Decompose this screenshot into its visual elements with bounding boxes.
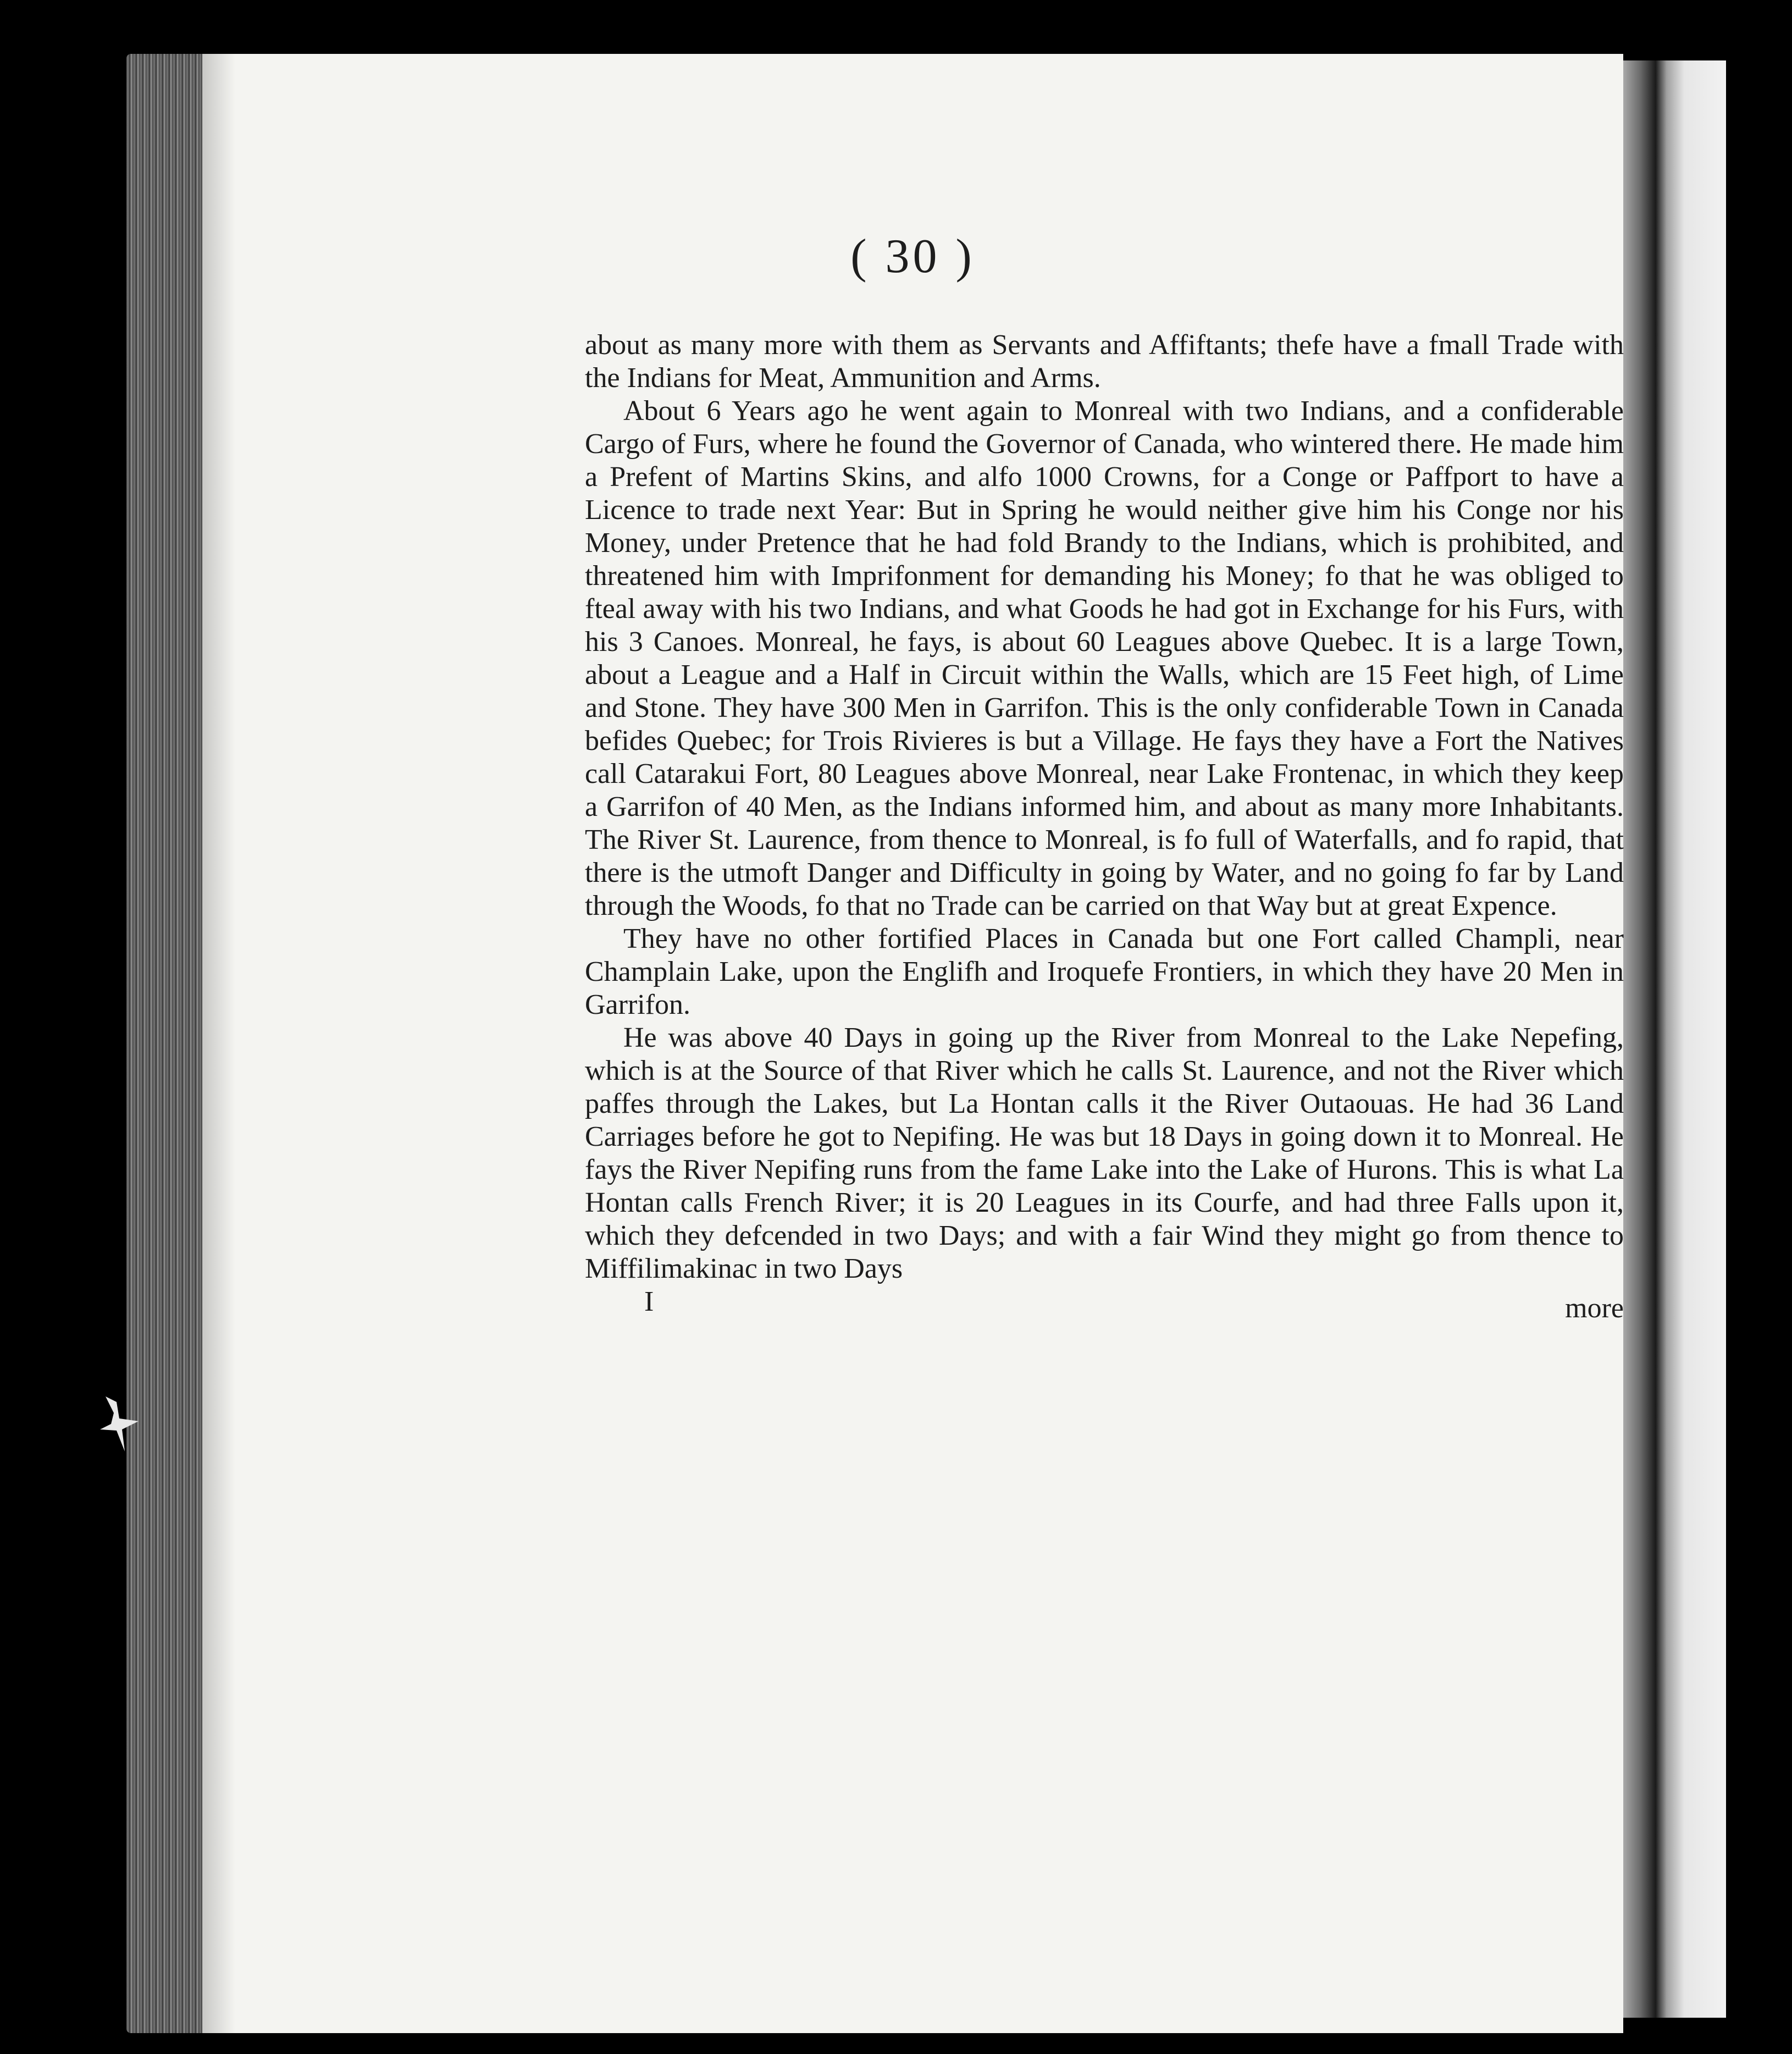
page-number: ( 30 ): [850, 230, 975, 283]
speck: [104, 378, 110, 384]
book-page-edges: [126, 54, 209, 2033]
paragraph-3: They have no other fortified Places in Canada but one Fort called Champli, near Champlain Lake, upon the Englifh and Iroquefe Frontiers, in which they have 20 Men in Garrifon.: [585, 923, 1624, 1020]
margin-mark-icon: [95, 1391, 144, 1457]
catchword: more: [1565, 1293, 1624, 1324]
body-text: [585, 329, 1624, 1325]
signature-mark: I: [644, 1286, 654, 1317]
paragraph-1: about as many more with them as Servants and Affiftants; thefe have a fmall Trade with the Indians for Meat, Ammunition and Arms.: [585, 329, 1624, 394]
paragraph-2: About 6 Years ago he went again to Monreal with two Indians, and a confiderable Cargo of Furs, where he found the Governor of Canada, who wintered there. He made him a Prefent of Martins Skins, and alfo 1000 Crowns, for a Conge or Paffport to have a Licence to trade next Year: But in Spring he would neither give him his Conge nor his Money, under Pretence that he had fold Brandy to the Indians, which is prohibited, and threatened him with Imprifonment for demanding his Money; fo that he was obliged to fteal away with his two Indians, and what Goods he had got in Exchange for his Furs, with his 3 Canoes. Monreal, he fays, is about 60 Leagues above Quebec. It is a large Town, about a League and a Half in Circuit within the Walls, which are 15 Feet high, of Lime and Stone. They have 300 Men in Garrifon. This is the only confiderable Town in Canada befides Quebec; for Trois Rivieres is but a Village. He fays they have a Fort the Natives call Catarakui Fort, 80 Leagues above Monreal, near Lake Frontenac, in which they keep a Garrifon of 40 Men, as the Indians informed him, and about as many more Inhabitants. The River St. Laurence, from thence to Monreal, is fo full of Waterfalls, and fo rapid, that there is the utmoft Danger and Difficulty in going by Water, and no going fo far by Land through the Woods, fo that no Trade can be carried on that Way but at great Expence.: [585, 395, 1624, 921]
gutter-shadow: [202, 54, 235, 2033]
book-page: [202, 54, 1623, 2033]
opposite-page-edge: [1616, 60, 1726, 2018]
paragraph-4: He was above 40 Days in going up the River from Monreal to the Lake Nepefing, which is at the Source of that River which he calls St. Laurence, and not the River which paffes through the Lakes, but La Hontan calls it the River Outaouas. He had 36 Land Carriages before he got to Nepifing. He was but 18 Days in going down it to Monreal. He fays the River Nepifing runs from the fame Lake into the Lake of Hurons. This is what La Hontan calls French River; it is 20 Leagues in its Courfe, and had three Falls upon it, which they defcended in two Days; and with a fair Wind they might go from thence to Miffilimakinac in two Days: [585, 1022, 1624, 1284]
